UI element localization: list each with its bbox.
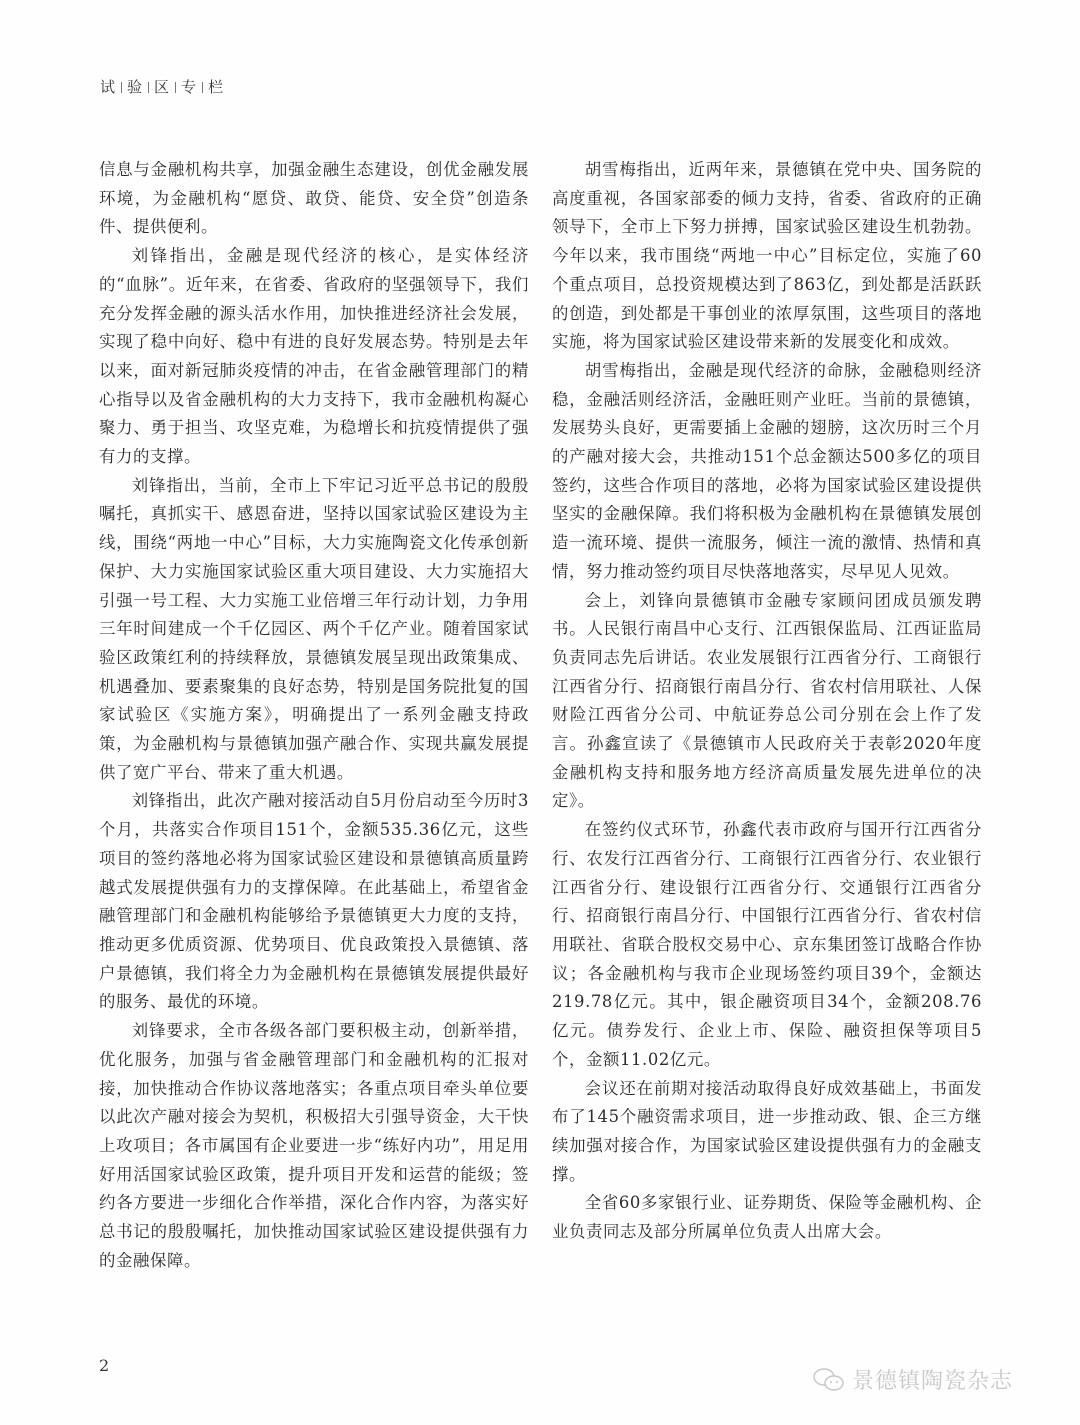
section-header — [100, 76, 224, 97]
divider — [202, 82, 203, 93]
paragraph: 胡雪梅指出，近两年来，景德镇在党中央、国务院的高度重视，各国家部委的倾力支持，省委、省政府的正确领导下，全市上下努力拼搏，国家试验区建设生机勃勃。今年以来，我市围绕“两地一中心”目标定位，实施了60个重点项目，总投资规模达到了863亿，到处都是活跃跃的创造，到处都是干事创业的浓厚氛围，这些项目的落地实施，将为国家试验区建设带来新的发展变化和成效。 — [552, 160, 982, 352]
header-char: 专 — [181, 78, 198, 96]
header-char: 验 — [127, 78, 144, 96]
divider — [148, 82, 149, 93]
paragraph: 刘锋要求，全市各级各部门要积极主动，创新举措，优化服务，加强与省金融管理部门和金融机构的汇报对接，加快推动合作协议落地落实；各重点项目牵头单位要以此次产融对接会为契机，积极招大引强导资金，大干快上攻项目；各市属国有企业要进一步“练好内功”，用足用好用活国家试验区政策，提升项目开发和运营的能级；签约各方要进一步细化合作举措，深化合作内容，为落实好总书记的殷殷嘱托，加快推动国家试验区建设提供强有力的金融保障。 — [99, 1021, 529, 1270]
watermark — [812, 1364, 1013, 1395]
header-char: 栏 — [208, 78, 225, 96]
left-column — [99, 156, 529, 1275]
header-char: 区 — [154, 78, 171, 96]
paragraph: 会议还在前期对接活动取得良好成效基础上，书面发布了145个融资需求项目，进一步推动政、银、企三方继续加强对接合作，为国家试验区建设提供强有力的金融支撑。 — [552, 1078, 982, 1184]
header-char: 试 — [100, 78, 117, 96]
divider — [121, 82, 122, 93]
paragraph: 胡雪梅指出，金融是现代经济的命脉，金融稳则经济稳，金融活则经济活，金融旺则产业旺。当前的景德镇，发展势头良好，更需要插上金融的翅膀，这次历时三个月的产融对接大会，共推动151个总金额达500多亿的项目签约，这些合作项目的落地，必将为国家试验区建设提供坚实的金融保障。我们将积极为金融机构在景德镇发展创造一流环境、提供一流服务，倾注一流的激情、热情和真情，努力推动签约项目尽快落地落实，尽早见人见效。 — [552, 360, 982, 581]
paragraph: 刘锋指出，此次产融对接活动自5月份启动至今历时3个月，共落实合作项目151个，金额535.36亿元，这些项目的签约落地必将为国家试验区建设和景德镇高质量跨越式发展提供强有力的支撑保障。在此基础上，希望省金融管理部门和金融机构能够给予景德镇更大力度的支持，推动更多优质资源、优势项目、优良政策投入景德镇、落户景德镇，我们将全力为金融机构在景德镇发展提供最好的服务、最优的环境。 — [99, 791, 529, 1012]
paragraph: 在签约仪式环节，孙鑫代表市政府与国开行江西省分行、农发行江西省分行、工商银行江西省分行、农业银行江西省分行、建设银行江西省分行、交通银行江西省分行、招商银行南昌分行、中国银行江西省分行、省农村信用联社、省联合股权交易中心、京东集团签订战略合作协议；各金融机构与我市企业现场签约项目39个，金额达219.78亿元。其中，银企融资项目34个，金额208.76亿元。债券发行、企业上市、保险、融资担保等项目5个，金额11.02亿元。 — [552, 820, 982, 1069]
right-column — [552, 156, 982, 1247]
paragraph: 信息与金融机构共享，加强金融生态建设，创优金融发展环境，为金融机构“愿贷、敢贷、能贷、安全贷”创造条件、提供便利。 — [99, 160, 529, 237]
paragraph: 刘锋指出，金融是现代经济的核心，是实体经济的“血脉”。近年来，在省委、省政府的坚强领导下，我们充分发挥金融的源头活水作用，加快推进经济社会发展，实现了稳中向好、稳中有进的良好发展态势。特别是去年以来，面对新冠肺炎疫情的冲击，在省金融管理部门的精心指导以及省金融机构的大力支持下，我市金融机构凝心聚力、勇于担当、攻坚克难，为稳增长和抗疫情提供了强有力的支撑。 — [99, 246, 529, 467]
paragraph: 会上，刘锋向景德镇市金融专家顾问团成员颁发聘书。人民银行南昌中心支行、江西银保监局、江西证监局负责同志先后讲话。农业发展银行江西省分行、工商银行江西省分行、招商银行南昌分行、省农村信用联社、人保财险江西省分公司、中航证券总公司分别在会上作了发言。孙鑫宣读了《景德镇市人民政府关于表彰2020年度金融机构支持和服务地方经济高质量发展先进单位的决定》。 — [552, 590, 982, 811]
page-number: 2 — [99, 1356, 110, 1375]
paragraph: 刘锋指出，当前，全市上下牢记习近平总书记的殷殷嘱托，真抓实干、感恩奋进，坚持以国家试验区建设为主线，围绕“两地一中心”目标，大力实施陶瓷文化传承创新保护、大力实施国家试验区重大项目建设、大力实施招大引强一号工程、大力实施工业倍增三年行动计划，力争用三年时间建成一个千亿园区、两个千亿产业。随着国家试验区政策红利的持续释放，景德镇发展呈现出政策集成、机遇叠加、要素聚集的良好态势，特别是国务院批复的国家试验区《实施方案》，明确提出了一系列金融支持政策，为金融机构与景德镇加强产融合作、实现共赢发展提供了宽广平台、带来了重大机遇。 — [99, 475, 529, 782]
paragraph: 全省60多家银行业、证券期货、保险等金融机构、企业负责同志及部分所属单位负责人出席大会。 — [552, 1193, 982, 1242]
divider — [175, 82, 176, 93]
wechat-icon — [812, 1366, 846, 1394]
watermark-text: 景德镇陶瓷杂志 — [852, 1369, 1014, 1394]
